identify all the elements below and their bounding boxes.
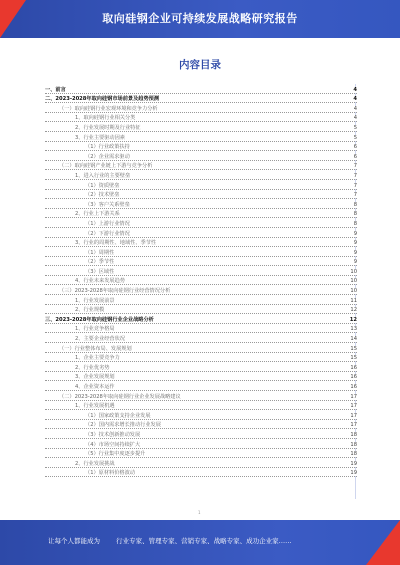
toc-entry-label: （2）技术壁垒 xyxy=(45,192,121,198)
toc-entry-page: 7 xyxy=(353,172,357,179)
toc-entry-page: 16 xyxy=(350,374,357,381)
toc-entry-label: （1）上游行业情况 xyxy=(45,221,132,227)
toc-entry[interactable] xyxy=(45,142,357,152)
toc-entry-label: （二）2023-2028年取向硅钢行业企业发展战略建议 xyxy=(45,394,183,400)
toc-entry-label: （2）企业需求驱动 xyxy=(45,154,132,160)
toc-entry-page: 10 xyxy=(350,268,357,275)
toc-entry[interactable] xyxy=(45,458,357,468)
toc-entry-label: （1）周期性 xyxy=(45,250,116,256)
toc-entry-page: 5 xyxy=(353,134,357,141)
toc-entry[interactable] xyxy=(45,84,357,94)
toc-entry-label: （3）客户关系壁垒 xyxy=(45,202,132,208)
table-of-contents xyxy=(45,84,357,477)
toc-entry[interactable] xyxy=(45,362,357,372)
toc-entry[interactable] xyxy=(45,391,357,401)
toc-entry-label: 2、行业规模 xyxy=(45,307,106,313)
toc-entry-label: （二）取向硅钢产业链上下游与竞争分析 xyxy=(45,163,154,169)
toc-entry-label: （4）市场空间持续扩大 xyxy=(45,442,142,448)
toc-entry-page: 4 xyxy=(353,115,357,122)
toc-entry-page: 16 xyxy=(350,364,357,371)
toc-entry-page: 17 xyxy=(350,403,357,410)
toc-entry[interactable] xyxy=(45,209,357,219)
toc-entry-page: 9 xyxy=(353,230,357,237)
toc-entry-page: 19 xyxy=(350,460,357,467)
toc-entry-page: 7 xyxy=(353,192,357,199)
toc-entry-page: 7 xyxy=(353,163,357,170)
toc-entry[interactable] xyxy=(45,439,357,449)
toc-entry-label: 4、企业资本运作 xyxy=(45,384,117,390)
toc-entry-page: 8 xyxy=(353,211,357,218)
toc-entry-label: （一）行业整体布局、发展规划 xyxy=(45,346,134,352)
toc-entry-page: 17 xyxy=(350,393,357,400)
footer-roles: 行业专家、管理专家、营销专家、战略专家、成功企业家…… xyxy=(116,537,292,545)
toc-entry-label: 2、行业上下游关系 xyxy=(45,211,122,217)
report-title: 取向硅钢企业可持续发展战略研究报告 xyxy=(102,12,298,25)
toc-entry-label: （3）技术创新推动发展 xyxy=(45,432,142,438)
toc-entry[interactable] xyxy=(45,247,357,257)
toc-entry-page: 12 xyxy=(350,307,357,314)
toc-entry-label: 三、2023-2028年取向硅钢行业企业战略分析 xyxy=(45,316,154,323)
footer-bar xyxy=(0,520,400,565)
toc-entry[interactable] xyxy=(45,305,357,315)
toc-entry-label: 3、行业主要驱动因素 xyxy=(45,135,127,141)
toc-entry-page: 17 xyxy=(350,412,357,419)
toc-entry[interactable] xyxy=(45,468,357,478)
toc-entry[interactable] xyxy=(45,161,357,171)
toc-entry-label: 二、2023-2028年取向硅钢市场前景及趋势预测 xyxy=(45,96,160,103)
toc-entry[interactable] xyxy=(45,420,357,430)
toc-entry[interactable] xyxy=(45,401,357,411)
toc-entry-label: 3、行业的周期性、地域性、季节性 xyxy=(45,240,158,246)
toc-entry-page: 12 xyxy=(349,316,357,323)
toc-entry[interactable] xyxy=(45,170,357,180)
toc-entry[interactable] xyxy=(45,372,357,382)
toc-entry[interactable] xyxy=(45,353,357,363)
toc-entry-label: （2）下游行业情况 xyxy=(45,231,132,237)
toc-entry[interactable] xyxy=(45,190,357,200)
toc-entry-page: 7 xyxy=(353,182,357,189)
toc-entry-label: 2、行业发展挑战 xyxy=(45,461,117,467)
toc-entry-label: 2、主要企业经营状况 xyxy=(45,336,127,342)
toc-entry-label: 1、进入行业的主要壁垒 xyxy=(45,173,132,179)
toc-entry-page: 10 xyxy=(350,278,357,285)
toc-entry-page: 4 xyxy=(353,96,357,103)
toc-entry[interactable] xyxy=(45,238,357,248)
toc-entry-page: 9 xyxy=(353,259,357,266)
toc-entry[interactable] xyxy=(45,199,357,209)
header-bar xyxy=(0,0,400,38)
toc-entry-page: 9 xyxy=(353,249,357,256)
toc-entry-label: 4、行业未来发展趋势 xyxy=(45,278,127,284)
toc-entry[interactable] xyxy=(45,324,357,334)
toc-entry[interactable] xyxy=(45,285,357,295)
toc-entry-label: 1、企业主要竞争力 xyxy=(45,355,122,361)
toc-entry-label: 1、行业发展机遇 xyxy=(45,403,117,409)
toc-entry-label: （2）国内需求增长推动行业发展 xyxy=(45,422,163,428)
footer-lead: 让每个人都能成为 xyxy=(48,537,100,545)
toc-entry-page: 18 xyxy=(350,441,357,448)
toc-entry-label: 一、前言 xyxy=(45,86,66,93)
toc-entry-label: 1、行业发展前景 xyxy=(45,298,117,304)
toc-entry-page: 15 xyxy=(350,355,357,362)
toc-entry[interactable] xyxy=(45,410,357,420)
toc-entry[interactable] xyxy=(45,333,357,343)
toc-entry-page: 19 xyxy=(350,470,357,477)
toc-entry-label: 1、取向硅钢行业相关分类 xyxy=(45,115,137,121)
toc-entry-label: （2）季节性 xyxy=(45,259,116,265)
toc-entry-label: （1）资质壁垒 xyxy=(45,183,121,189)
toc-entry[interactable] xyxy=(45,429,357,439)
toc-entry-label: （1）国家政策支持企业发展 xyxy=(45,413,153,419)
toc-entry[interactable] xyxy=(45,343,357,353)
toc-entry-page: 5 xyxy=(353,124,357,131)
toc-entry-label: （3）区域性 xyxy=(45,269,116,275)
toc-entry[interactable] xyxy=(45,381,357,391)
footer-slogan xyxy=(48,536,292,545)
toc-entry-page: 14 xyxy=(350,336,357,343)
toc-entry-label: 2、行业优劣势 xyxy=(45,365,111,371)
toc-entry-page: 13 xyxy=(350,326,357,333)
toc-entry-page: 16 xyxy=(350,384,357,390)
toc-entry-page: 4 xyxy=(353,105,357,112)
toc-entry[interactable] xyxy=(45,266,357,276)
toc-entry[interactable] xyxy=(45,257,357,267)
toc-entry-page: 8 xyxy=(353,201,357,208)
toc-entry-label: （三）2023-2028年取向硅钢行业经营情况分析 xyxy=(45,288,172,294)
toc-entry-page: 17 xyxy=(350,422,357,429)
toc-entry[interactable] xyxy=(45,314,357,324)
toc-entry-page: 4 xyxy=(353,86,357,93)
toc-entry[interactable] xyxy=(45,228,357,238)
toc-entry-page: 18 xyxy=(350,451,357,458)
toc-entry-page: 8 xyxy=(353,220,357,227)
toc-entry[interactable] xyxy=(45,132,357,142)
toc-entry[interactable] xyxy=(45,180,357,190)
toc-entry-label: 3、企业发展规划 xyxy=(45,374,117,380)
toc-entry[interactable] xyxy=(45,218,357,228)
toc-entry[interactable] xyxy=(45,103,357,113)
toc-entry-page: 10 xyxy=(350,288,357,295)
toc-entry[interactable] xyxy=(45,295,357,305)
toc-entry-label: （1）原材料价格波动 xyxy=(45,470,137,476)
toc-entry[interactable] xyxy=(45,449,357,459)
toc-entry-label: （1）行业政策扶持 xyxy=(45,144,132,150)
toc-title: 内容目录 xyxy=(179,59,221,71)
toc-entry-page: 11 xyxy=(350,297,357,304)
footer-red-accent xyxy=(366,520,400,565)
page-marker: 1 xyxy=(198,510,201,515)
toc-entry-label: 2、行业发展时期及行业特征 xyxy=(45,125,143,131)
toc-entry[interactable] xyxy=(45,276,357,286)
toc-entry[interactable] xyxy=(45,151,357,161)
toc-entry[interactable] xyxy=(45,94,357,104)
toc-entry-page: 6 xyxy=(353,144,357,151)
toc-entry-page: 18 xyxy=(350,431,357,438)
toc-entry-page: 6 xyxy=(353,153,357,160)
toc-entry-page: 15 xyxy=(350,345,357,352)
toc-entry-label: （5）行业集中度逐步提升 xyxy=(45,451,147,457)
toc-entry[interactable] xyxy=(45,122,357,132)
toc-entry-label: 1、行业竞争格局 xyxy=(45,326,117,332)
toc-entry-page: 9 xyxy=(353,240,357,247)
toc-entry[interactable] xyxy=(45,113,357,123)
toc-entry-label: （一）取向硅钢行业宏观环境和竞争力分析 xyxy=(45,106,160,112)
